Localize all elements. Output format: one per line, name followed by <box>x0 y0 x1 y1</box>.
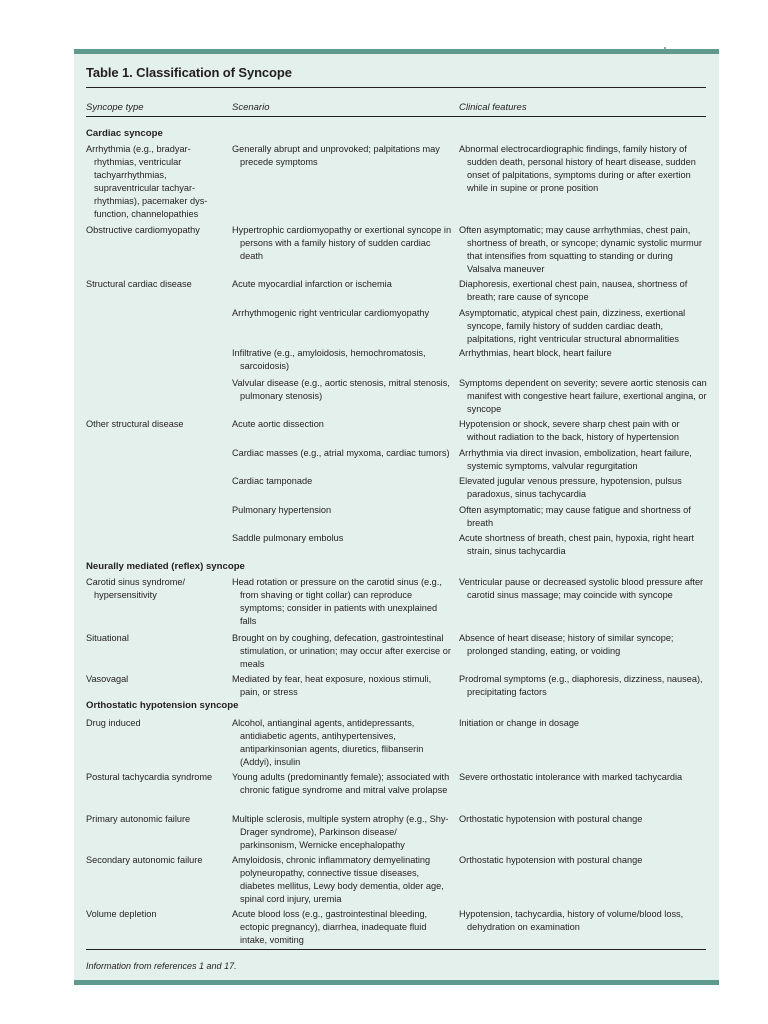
table-panel <box>74 49 719 985</box>
syncope-type-cell: Volume depletion <box>86 909 157 919</box>
syncope-type-cell: Situational <box>86 633 129 643</box>
scenario-cell: Acute myocardial infarction or ischemia <box>232 279 392 289</box>
syncope-type-cell: Carotid sinus syndrome/ hypersensitivity <box>86 577 186 600</box>
scenario-cell: Saddle pulmonary embolus <box>232 533 344 543</box>
column-header-clinical-features: Clinical features <box>459 102 527 113</box>
scenario-cell: Infiltrative (e.g., amyloidosis, hemochromatosis, sarcoidosis) <box>232 348 426 371</box>
clinical-features-cell: Hypotension or shock, severe sharp chest pain with or without radiation to the back, history of hypertension <box>459 419 680 442</box>
scenario-cell: Multiple sclerosis, multiple system atrophy (e.g., Shy-Drager syndrome), Parkinson disease/ parkinsonism, Wernicke encephalopathy <box>232 814 449 850</box>
clinical-features-cell: Often asymptomatic; may cause arrhythmias, chest pain, shortness of breath, or syncope; dynamic systolic murmur that intensifies from squatting to standing or during Valsalva maneuver <box>459 225 702 274</box>
clinical-features-cell: Absence of heart disease; history of similar syncope; prolonged standing, eating, or voiding <box>459 633 674 656</box>
scenario-cell: Amyloidosis, chronic inflammatory demyelinating polyneuropathy, connective tissue diseases, diabetes mellitus, Lewy body dementia, older age, spinal cord injury, uremia <box>232 855 444 904</box>
scenario-cell: Valvular disease (e.g., aortic stenosis, mitral stenosis, pulmonary stenosis) <box>232 378 450 401</box>
clinical-features-cell: Ventricular pause or decreased systolic blood pressure after carotid sinus massage; may coincide with syncope <box>459 577 704 600</box>
clinical-features-cell: Orthostatic hypotension with postural change <box>459 814 643 824</box>
clinical-features-cell: Elevated jugular venous pressure, hypotension, pulsus paradoxus, sinus tachycardia <box>459 476 682 499</box>
column-header-syncope-type: Syncope type <box>86 102 144 113</box>
scenario-cell: Hypertrophic cardiomyopathy or exertional syncope in persons with a family history of sudden cardiac death <box>232 225 452 261</box>
scenario-cell: Acute blood loss (e.g., gastrointestinal bleeding, ectopic pregnancy), diarrhea, inadequate fluid intake, vomiting <box>232 909 428 945</box>
clinical-features-cell: Arrhythmia via direct invasion, embolization, heart failure, systemic symptoms, valvular regurgitation <box>459 448 692 471</box>
clinical-features-cell: Symptoms dependent on severity; severe aortic stenosis can manifest with congestive heart failure, exertional angina, or syncope <box>459 378 707 414</box>
clinical-features-cell: Severe orthostatic intolerance with marked tachycardia <box>459 772 683 782</box>
clinical-features-cell: Orthostatic hypotension with postural change <box>459 855 643 865</box>
clinical-features-cell: Often asymptomatic; may cause fatigue and shortness of breath <box>459 505 691 528</box>
table-footnote: Information from references 1 and 17. <box>86 961 237 971</box>
syncope-type-cell: Primary autonomic failure <box>86 814 191 824</box>
table-title: Table 1. Classification of Syncope <box>86 65 292 80</box>
scenario-cell: Head rotation or pressure on the carotid sinus (e.g., from shaving or tight collar) can reproduce symptoms; consider in patients with unexplained falls <box>232 577 442 626</box>
scenario-cell: Young adults (predominantly female); associated with chronic fatigue syndrome and mitral valve prolapse <box>232 772 450 795</box>
clinical-features-cell: Hypotension, tachycardia, history of volume/blood loss, dehydration on examination <box>459 909 684 932</box>
section-heading: Orthostatic hypotension syncope <box>86 700 239 711</box>
syncope-type-cell: Structural cardiac disease <box>86 279 192 289</box>
header-rule <box>86 116 706 117</box>
syncope-type-cell: Other structural disease <box>86 419 184 429</box>
scenario-cell: Alcohol, antianginal agents, antidepressants, antidiabetic agents, antihypertensives, antiparkinsonian agents, diuretics, flibanserin (Addyi), insulin <box>232 718 424 767</box>
clinical-features-cell: Abnormal electrocardiographic findings, family history of sudden death, personal history of heart disease, sudden onset of palpitations, symptoms during or after exertion while in supine or prone position <box>459 144 696 193</box>
scenario-cell: Acute aortic dissection <box>232 419 324 429</box>
scenario-cell: Mediated by fear, heat exposure, noxious stimuli, pain, or stress <box>232 674 432 697</box>
syncope-type-cell: Arrhythmia (e.g., bradyarrhythmias, ventricular tachyarrhythmias, supraventricular tachyarrhythmias), pacemaker dysfunction, channelopathies <box>86 144 208 219</box>
scenario-cell: Arrhythmogenic right ventricular cardiomyopathy <box>232 308 430 318</box>
clinical-features-cell: Diaphoresis, exertional chest pain, nausea, shortness of breath; rare cause of syncope <box>459 279 688 302</box>
scenario-cell: Brought on by coughing, defecation, gastrointestinal stimulation, or urination; may occur after exercise or meals <box>232 633 451 669</box>
scenario-cell: Cardiac masses (e.g., atrial myxoma, cardiac tumors) <box>232 448 450 458</box>
syncope-type-cell: Vasovagal <box>86 674 129 684</box>
scenario-cell: Cardiac tamponade <box>232 476 313 486</box>
syncope-type-cell: Obstructive cardiomyopathy <box>86 225 200 235</box>
clinical-features-cell: Arrhythmias, heart block, heart failure <box>459 348 612 358</box>
section-heading: Cardiac syncope <box>86 128 163 139</box>
scenario-cell: Pulmonary hypertension <box>232 505 332 515</box>
clinical-features-cell: Initiation or change in dosage <box>459 718 580 728</box>
title-rule <box>86 87 706 88</box>
syncope-type-cell: Drug induced <box>86 718 141 728</box>
footer-rule <box>86 949 706 950</box>
syncope-type-cell: Secondary autonomic failure <box>86 855 203 865</box>
clinical-features-cell: Acute shortness of breath, chest pain, hypoxia, right heart strain, sinus tachycardia <box>459 533 694 556</box>
clinical-features-cell: Prodromal symptoms (e.g., diaphoresis, dizziness, nausea), precipitating factors <box>459 674 703 697</box>
section-heading: Neurally mediated (reflex) syncope <box>86 561 245 572</box>
clinical-features-cell: Asymptomatic, atypical chest pain, dizziness, exertional syncope, family history of sudden cardiac death, palpitations, right ventricular structural abnormalities <box>459 308 686 344</box>
column-header-scenario: Scenario <box>232 102 270 113</box>
syncope-type-cell: Postural tachycardia syndrome <box>86 772 213 782</box>
scenario-cell: Generally abrupt and unprovoked; palpitations may precede symptoms <box>232 144 440 167</box>
